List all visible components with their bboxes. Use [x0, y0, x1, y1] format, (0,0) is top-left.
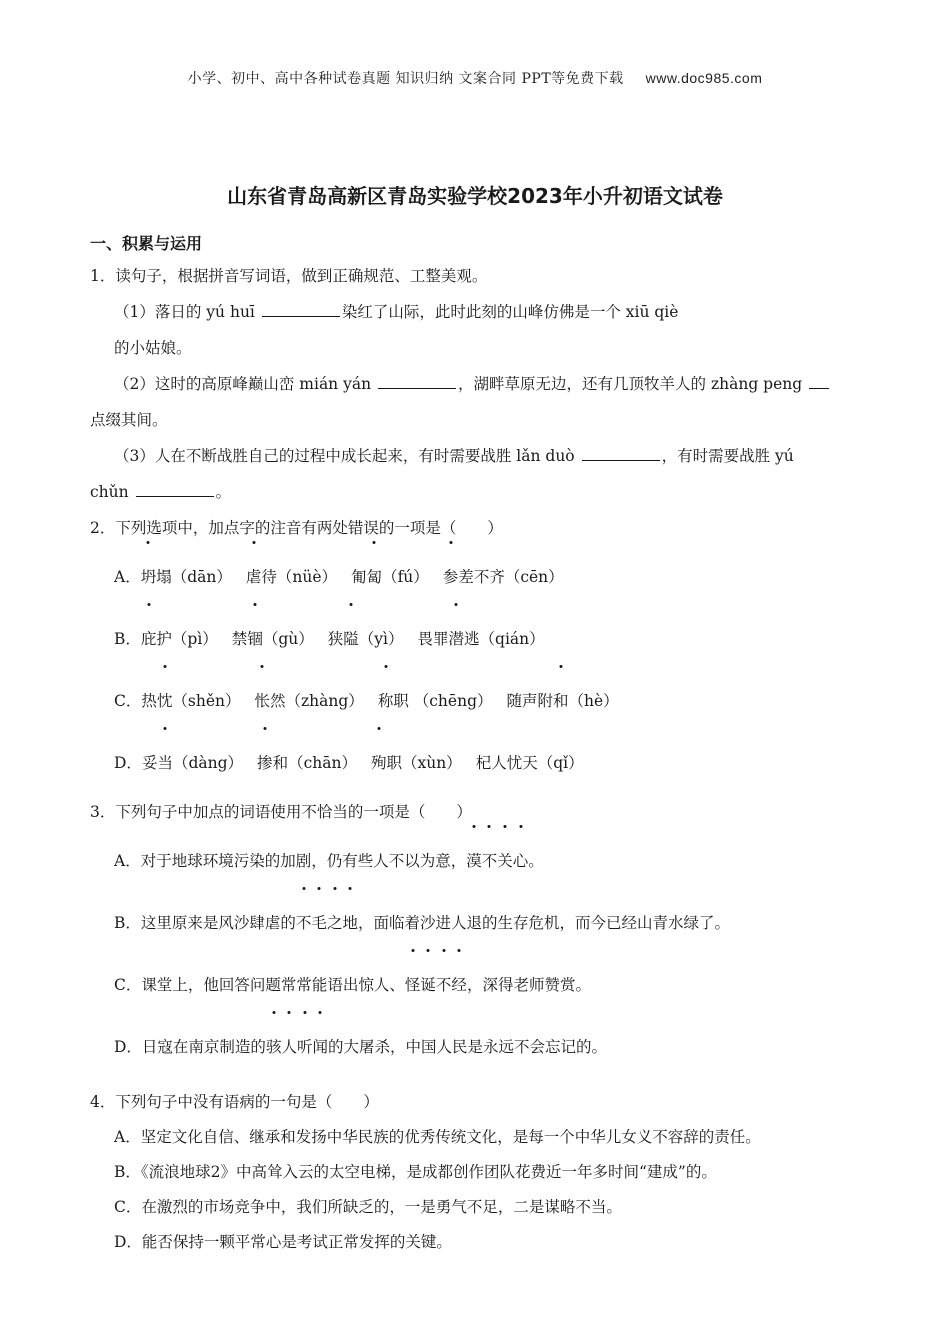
question-3-option-c[interactable]: C．课堂上，他回答问题常常能语出惊人、怪诞不经，深得老师赞赏。 [90, 954, 860, 1016]
question-4-option-d[interactable]: D．能否保持一颗平常心是考试正常发挥的关键。 [114, 1233, 452, 1251]
question-2-stem: 2．下列选项中，加点字的注音有两处错误的一项是（ ） [90, 519, 503, 537]
question-1-sentence-2-cont: 点缀其间。 [90, 411, 168, 429]
question-1-stem: 1．读句子，根据拼音写词语，做到正确规范、工整美观。 [90, 267, 488, 285]
question-3-option-b[interactable]: B．这里原来是风沙肆虐的不毛之地，面临着沙进人退的生存危机，而今已经山青水绿了。 [90, 892, 860, 954]
exam-content [90, 230, 860, 1260]
question-4-option-c[interactable]: C．在激烈的市场竞争中，我们所缺乏的，一是勇气不足，二是谋略不当。 [114, 1198, 622, 1216]
question-3-stem: 3．下列句子中加点的词语使用不恰当的一项是（ ） [90, 803, 472, 821]
question-1-sentence-1: （1）落日的 yú huī 染红了山际，此时此刻的山峰仿佛是一个 xiū qiè [90, 294, 860, 330]
answer-blank[interactable] [378, 372, 456, 389]
answer-blank[interactable] [136, 480, 214, 497]
question-1-sentence-3-cont: chǔn 。 [90, 474, 860, 510]
question-3-option-a[interactable]: A．对于地球环境污染的加剧，仍有些人不以为意，漠不关心。 [90, 830, 860, 892]
question-2-option-d[interactable]: D．妥当（dàng） 掺和（chān） 殉职（xùn） 杞人忧天（qǐ） [90, 732, 860, 794]
question-4-stem: 4．下列句子中没有语病的一句是（ ） [90, 1093, 379, 1111]
question-4-option-a[interactable]: A．坚定文化自信、继承和发扬中华民族的优秀传统文化，是每一个中华儿女义不容辞的责任。 [114, 1128, 761, 1146]
answer-blank[interactable] [262, 300, 340, 317]
question-2-option-c[interactable]: C．热忱（shěn） 怅然（zhàng） 称职 （chēng） 随声附和（hè） [90, 670, 860, 732]
page-header [0, 68, 950, 88]
question-2-option-b[interactable]: B．庇护（pì） 禁锢（gù） 狭隘（yì） 畏罪潜逃（qián） [90, 608, 860, 670]
answer-blank[interactable] [809, 372, 829, 389]
question-1-sentence-2: （2）这时的高原峰巅山峦 mián yán ，湖畔草原无边，还有几顶牧羊人的 zhàng peng [90, 366, 860, 402]
question-1-sentence-3: （3）人在不断战胜自己的过程中成长起来，有时需要战胜 lǎn duò ，有时需要战胜 yú [90, 438, 860, 474]
question-2-option-a[interactable]: A．坍塌（dān） 虐待（nüè） 匍匐（fú） 参差不齐（cēn） [90, 546, 860, 608]
question-1-sentence-1-cont: 的小姑娘。 [114, 339, 192, 357]
answer-blank[interactable] [582, 444, 660, 461]
header-promo: 小学、初中、高中各种试卷真题 知识归纳 文案合同 PPT等免费下载 [187, 71, 624, 87]
section-heading: 一、积累与运用 [90, 234, 203, 253]
exam-title: 山东省青岛高新区青岛实验学校2023年小升初语文试卷 [227, 184, 723, 208]
header-site-link[interactable]: www.doc985.com [645, 70, 763, 86]
question-4-option-b[interactable]: B．《流浪地球2》中高耸入云的太空电梯，是成都创作团队花费近一年多时间“建成”的。 [114, 1163, 717, 1181]
question-3-option-d[interactable]: D．日寇在南京制造的骇人听闻的大屠杀，中国人民是永远不会忘记的。 [90, 1016, 860, 1078]
